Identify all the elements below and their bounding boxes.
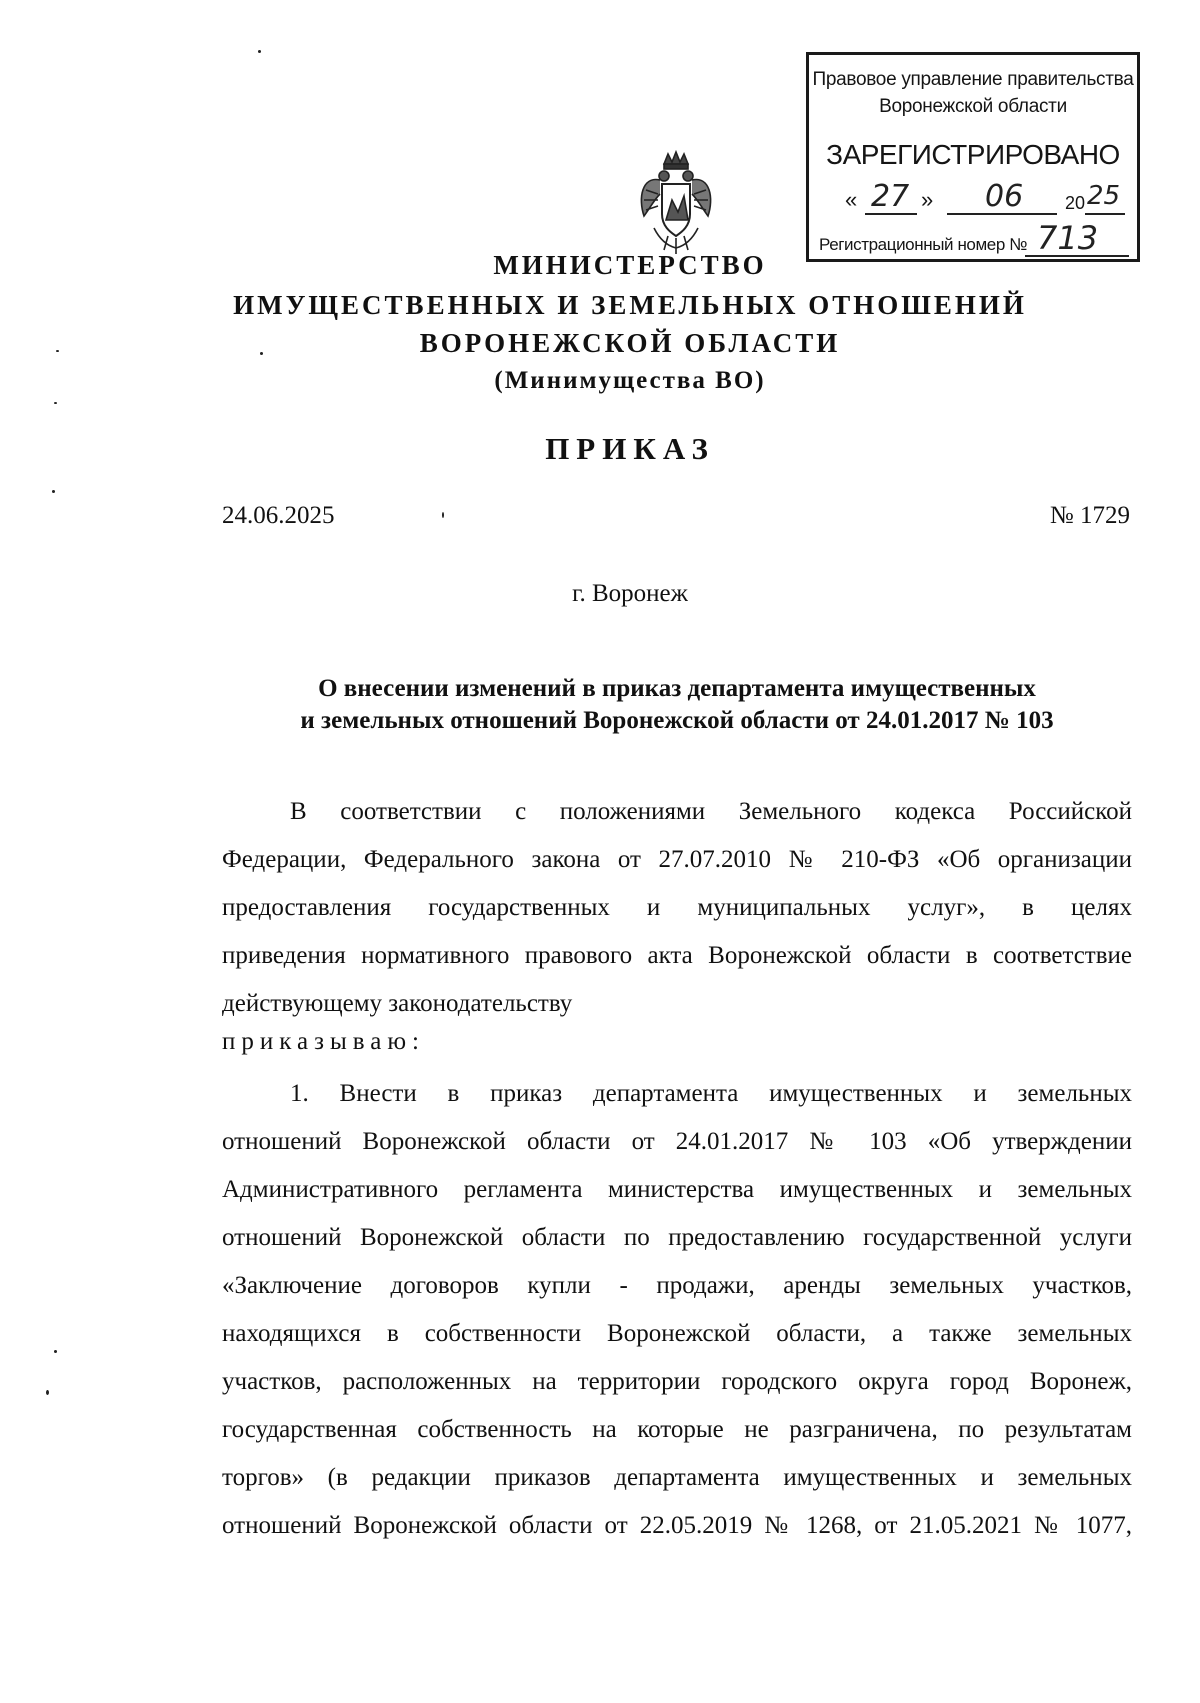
ministry-line2: ИМУЩЕСТВЕННЫХ И ЗЕМЕЛЬНЫХ ОТНОШЕНИЙ bbox=[233, 290, 1027, 320]
scan-speck bbox=[260, 352, 263, 355]
coat-of-arms-icon bbox=[634, 150, 718, 258]
stamp-year-underline bbox=[1085, 213, 1125, 215]
stamp-month-underline bbox=[947, 213, 1057, 215]
item1-line: 1. Внести в приказ департамента имущественных и земельных bbox=[290, 1080, 1132, 1107]
scan-speck bbox=[52, 490, 55, 493]
stamp-number: 713 bbox=[1037, 219, 1099, 257]
item1-line: отношений Воронежской области по предоставлению государственной услуги bbox=[222, 1224, 1132, 1251]
stamp-date-row bbox=[835, 179, 1125, 219]
stamp-close-quote: » bbox=[921, 187, 934, 212]
preamble-line: Федерации, Федерального закона от 27.07.2010 № 210-ФЗ «Об организации bbox=[222, 846, 1132, 873]
preamble-paragraph bbox=[222, 788, 1132, 1028]
document-type: ПРИКАЗ bbox=[545, 431, 715, 466]
item1-line: отношений Воронежской области от 24.01.2017 № 103 «Об утверждении bbox=[222, 1128, 1132, 1155]
item1-line: отношений Воронежской области от 22.05.2019 № 1268, от 21.05.2021 № 1077, bbox=[222, 1512, 1132, 1539]
item1-line: находящихся в собственности Воронежской области, а также земельных bbox=[222, 1320, 1132, 1347]
scan-speck bbox=[442, 512, 444, 518]
document-title-line2: и земельных отношений Воронежской области от 24.01.2017 № 103 bbox=[300, 707, 1054, 734]
scan-speck bbox=[56, 350, 59, 352]
stamp-registered-label: ЗАРЕГИСТРИРОВАНО bbox=[826, 139, 1120, 170]
item1-line: Административного регламента министерства имущественных и земельных bbox=[222, 1176, 1132, 1203]
scan-speck bbox=[54, 1350, 57, 1353]
ministry-line3: ВОРОНЕЖСКОЙ ОБЛАСТИ bbox=[419, 328, 841, 358]
preamble-line: действующему законодательству bbox=[222, 990, 573, 1017]
order-word: приказываю: bbox=[222, 1028, 425, 1055]
item1-paragraph bbox=[222, 1070, 1132, 1550]
item1-line: «Заключение договоров купли - продажи, аренды земельных участков, bbox=[222, 1272, 1132, 1299]
stamp-number-label: Регистрационный номер № bbox=[819, 235, 1028, 254]
item1-line: торгов» (в редакции приказов департамента имущественных и земельных bbox=[222, 1464, 1132, 1491]
stamp-authority-line2: Воронежской области bbox=[879, 96, 1067, 117]
stamp-year-suffix: 25 bbox=[1087, 181, 1121, 211]
document-number: № 1729 bbox=[1049, 502, 1130, 529]
item1-line: государственная собственность на которые не разграничена, по результатам bbox=[222, 1416, 1132, 1443]
stamp-day-underline bbox=[865, 213, 917, 215]
preamble-line: приведения нормативного правового акта Воронежской области в соответствие bbox=[222, 942, 1132, 969]
stamp-open-quote: « bbox=[845, 187, 858, 212]
ministry-line1: МИНИСТЕРСТВО bbox=[493, 250, 767, 280]
scan-speck bbox=[46, 1390, 49, 1395]
stamp-day: 27 bbox=[871, 179, 910, 214]
scan-speck bbox=[54, 402, 57, 404]
ministry-short-name: (Минимущества ВО) bbox=[494, 367, 766, 394]
stamp-month: 06 bbox=[985, 179, 1024, 214]
document-city: г. Воронеж bbox=[572, 580, 688, 607]
preamble-line: предоставления государственных и муниципальных услуг», в целях bbox=[222, 894, 1132, 921]
item1-line: участков, расположенных на территории городского округа город Воронеж, bbox=[222, 1368, 1132, 1395]
document-date: 24.06.2025 bbox=[222, 502, 335, 529]
document-title-line1: О внесении изменений в приказ департамента имущественных bbox=[318, 675, 1036, 702]
stamp-authority-line1: Правовое управление правительства bbox=[812, 69, 1134, 90]
stamp-year-prefix: 20 bbox=[1065, 193, 1086, 213]
preamble-line: В соответствии с положениями Земельного кодекса Российской bbox=[290, 798, 1132, 825]
scan-speck bbox=[258, 50, 261, 53]
registration-stamp bbox=[806, 52, 1140, 262]
